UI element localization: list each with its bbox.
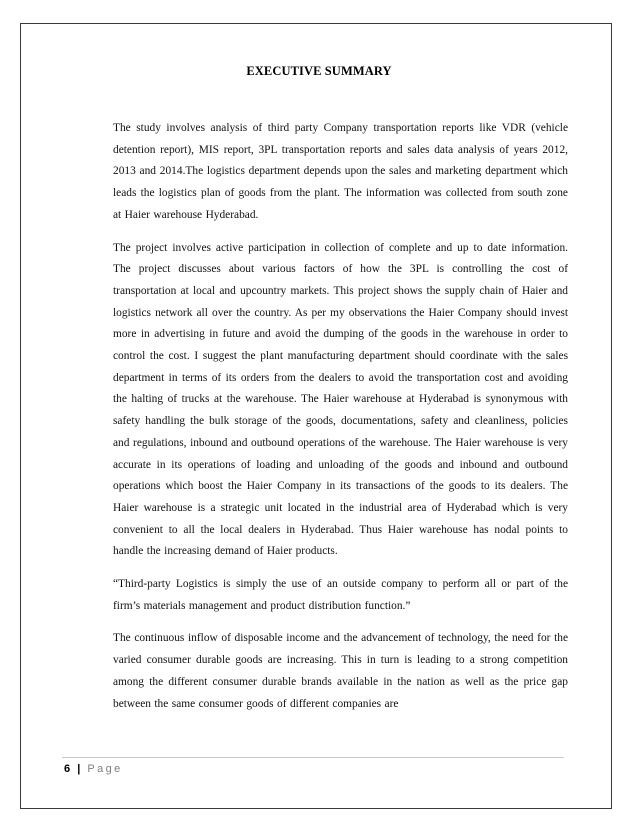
page-number: 6 <box>64 763 71 775</box>
page-label: Page <box>87 763 123 775</box>
paragraph-quote: “Third-party Logistics is simply the use of an outside company to perform all or part of the firm’s materials management and product distribution function.” <box>113 578 568 612</box>
page-title: EXECUTIVE SUMMARY <box>246 64 392 78</box>
paragraph-project: The project involves active participation in collection of complete and up to date information. The project discusses about various factors of how the 3PL is controlling the cost of transportation at local and upcountry markets. This project shows the supply chain of Haier and logistics network all over the country. As per my observations the Haier Company should invest more in advertising in future and avoid the dumping of the goods in the warehouse in order to control the cost. I suggest the plant manufacturing department should coordinate with the sales department in terms of its orders from the dealers to avoid the transportation cost and avoiding the halting of trucks at the warehouse. The Haier warehouse at Hyderabad is synonymous with safety handling the bulk storage of the goods, documentations, safety and cleanliness, policies and regulations, inbound and outbound operations of the warehouse. The Haier warehouse is very accurate in its operations of loading and unloading of the goods and inbound and outbound operations which boost the Haier Company in its transactions of the goods to its dealers. The Haier warehouse is a strategic unit located in the industrial area of Hyderabad which is very convenient to all the local dealers in Hyderabad. Thus Haier warehouse has nodal points to handle the increasing demand of Haier products. <box>113 241 568 558</box>
page-footer <box>64 763 123 775</box>
paragraph-intro: The study involves analysis of third party Company transportation reports like VDR (vehicle detention report), MIS report, 3PL transportation reports and sales data analysis of years 2012, 2013 and 2014.The logistics department depends upon the sales and marketing department which leads the logistics plan of goods from the plant. The information was collected from south zone at Haier warehouse Hyderabad. <box>113 122 568 221</box>
footer-separator: | <box>77 763 81 775</box>
paragraph-inflow: The continuous inflow of disposable income and the advancement of technology, the need for the varied consumer durable goods are increasing. This in turn is leading to a strong competition among the different consumer durable brands available in the nation as well as the price gap between the same consumer goods of different companies are <box>113 632 568 710</box>
document-body <box>113 118 568 726</box>
footer-divider <box>62 757 564 758</box>
